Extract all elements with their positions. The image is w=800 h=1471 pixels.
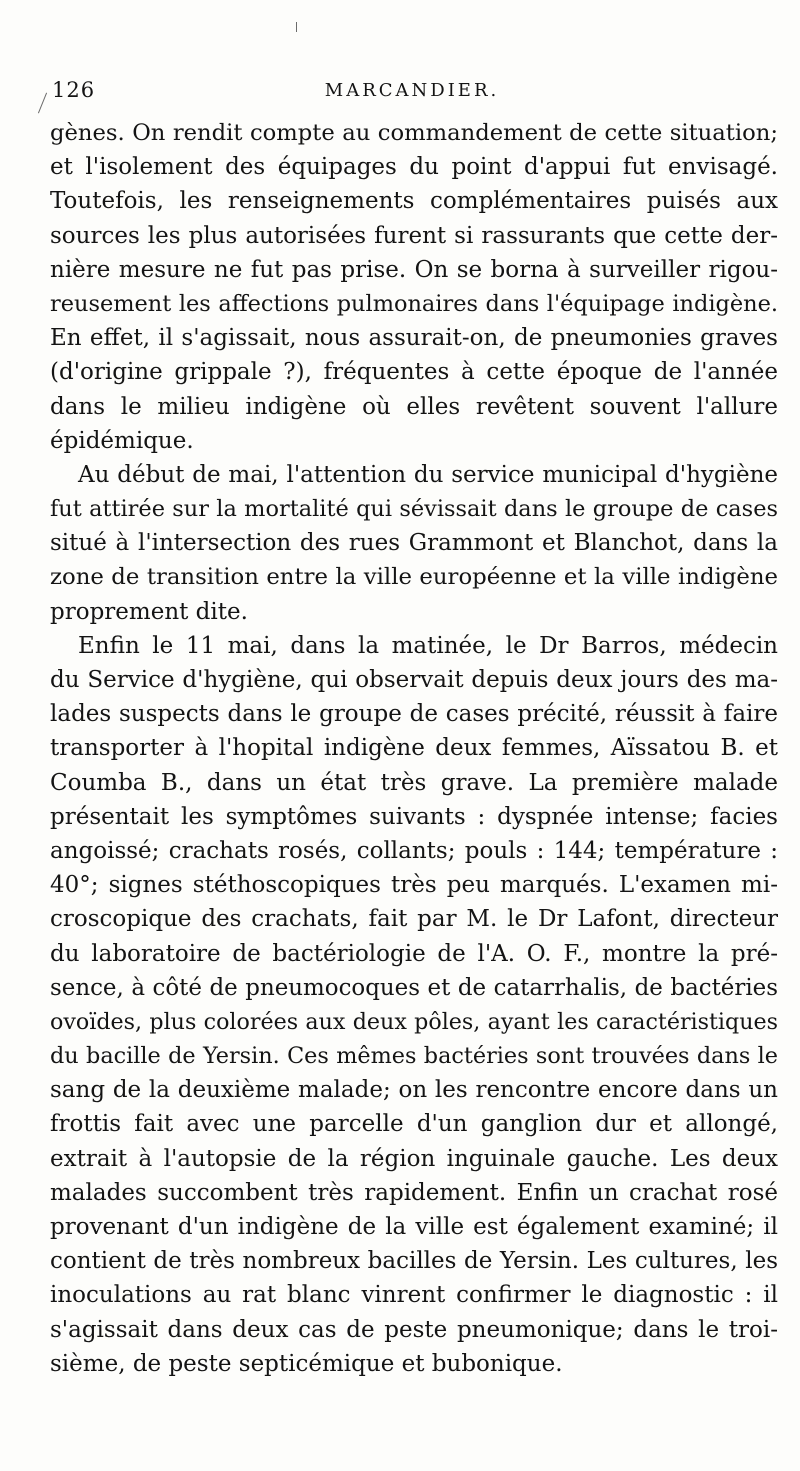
text-line: 40°; signes stéthoscopiques très peu marqués. L'examen mi-: [50, 872, 778, 899]
text-line: et l'isolement des équipages du point d'appui fut envisagé.: [50, 154, 778, 181]
text-line: sence, à côté de pneumocoques et de catarrhalis, de bactéries: [50, 974, 778, 1001]
text-line: En effet, il s'agissait, nous assurait-on, de pneumonies graves: [50, 325, 778, 352]
text-line: lades suspects dans le groupe de cases précité, réussit à faire: [50, 701, 778, 728]
text-line: sources les plus autorisées furent si rassurants que cette der-: [50, 222, 778, 249]
text-line: angoissé; crachats rosés, collants; pouls : 144; température :: [50, 837, 778, 864]
text-line: contient de très nombreux bacilles de Yersin. Les cultures, les: [50, 1248, 778, 1275]
text-line: Coumba B., dans un état très grave. La première malade: [50, 769, 778, 796]
body-text: [50, 116, 778, 1381]
text-line: reusement les affections pulmonaires dans l'équipage indigène.: [50, 290, 778, 317]
text-line: frottis fait avec une parcelle d'un ganglion dur et allongé,: [50, 1111, 778, 1138]
text-line: proprement dite.: [50, 598, 248, 625]
text-line: croscopique des crachats, fait par M. le Dr Lafont, directeur: [50, 906, 778, 933]
text-line: fut attirée sur la mortalité qui sévissait dans le groupe de cases: [50, 496, 778, 523]
page-number: 126: [52, 78, 96, 102]
text-line: inoculations au rat blanc vinrent confirmer le diagnostic : il: [50, 1282, 778, 1309]
text-line: (d'origine grippale ?), fréquentes à cette époque de l'année: [50, 359, 778, 386]
text-line: s'agissait dans deux cas de peste pneumonique; dans le troi-: [50, 1316, 778, 1343]
text-line: zone de transition entre la ville européenne et la ville indigène: [50, 564, 778, 591]
margin-mark: [38, 93, 47, 114]
text-line: Au début de mai, l'attention du service municipal d'hygiène: [78, 461, 778, 488]
text-line: du Service d'hygiène, qui observait depuis deux jours des ma-: [50, 667, 778, 693]
text-line: gènes. On rendit compte au commandement de cette situation;: [50, 120, 778, 146]
text-line: du laboratoire de bactériologie de l'A. O. F., montre la pré-: [50, 940, 778, 967]
text-line: transporter à l'hopital indigène deux femmes, Aïssatou B. et: [50, 735, 778, 762]
text-line: situé à l'intersection des rues Grammont et Blanchot, dans la: [50, 530, 778, 557]
text-line: du bacille de Yersin. Ces mêmes bactéries sont trouvées dans le: [50, 1043, 778, 1070]
text-line: nière mesure ne fut pas prise. On se borna à surveiller rigou-: [50, 256, 778, 283]
text-line: dans le milieu indigène où elles revêtent souvent l'allure: [50, 393, 778, 420]
text-line: Enfin le 11 mai, dans la matinée, le Dr Barros, médecin: [78, 632, 778, 659]
text-line: malades succombent très rapidement. Enfin un crachat rosé: [50, 1179, 778, 1206]
running-title: MARCANDIER.: [324, 80, 500, 101]
text-line: Toutefois, les renseignements complémentaires puisés aux: [50, 188, 778, 215]
text-line: sang de la deuxième malade; on les rencontre encore dans un: [50, 1077, 778, 1104]
text-line: sième, de peste septicémique et bubonique.: [50, 1350, 563, 1377]
text-line: ovoïdes, plus colorées aux deux pôles, ayant les caractéristiques: [50, 1008, 778, 1035]
text-line: épidémique.: [50, 427, 194, 454]
text-line: provenant d'un indigène de la ville est également examiné; il: [50, 1214, 778, 1240]
text-line: présentait les symptômes suivants : dyspnée intense; facies: [50, 803, 778, 830]
margin-mark: [296, 22, 297, 32]
page-header: [52, 78, 772, 108]
text-line: extrait à l'autopsie de la région inguinale gauche. Les deux: [50, 1145, 778, 1172]
